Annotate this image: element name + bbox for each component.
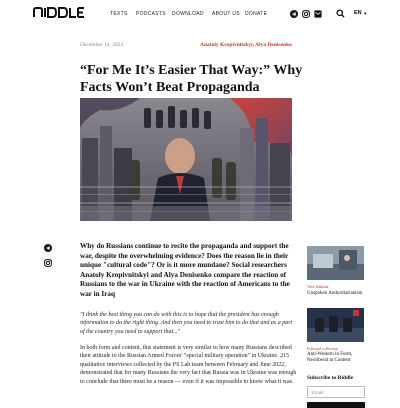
email-icon[interactable] <box>314 10 322 18</box>
share-instagram-icon[interactable] <box>44 259 52 267</box>
article-date: December 14, 2022 <box>80 42 124 48</box>
instagram-icon[interactable] <box>302 10 310 18</box>
sidebar-item-title[interactable]: Anti-Western in Form, Neoliberal in Content <box>307 352 353 363</box>
language-selector[interactable]: EN <box>354 10 362 16</box>
sidebar-item-title[interactable]: Unspoken Authoritarianism <box>307 291 363 296</box>
nav-texts[interactable]: TEXTS <box>110 11 128 17</box>
site-header <box>0 0 400 30</box>
subscribe-heading: Subscribe to Riddle <box>307 375 354 381</box>
article-lead: Why do Russians continue to recite the propaganda and support the war, despite the overwhelming evidence? Does the reason lie in their unique "cultural code"? Or is it more mundane? Social researchers Anatoly Kropivnitskyi and Alya Denisenko compare the reaction of Russians to the war in Ukraine with the reaction of Americans to the war in Iraq <box>80 242 290 298</box>
email-field[interactable]: Email <box>307 386 365 398</box>
share-telegram-icon[interactable] <box>44 244 52 252</box>
sidebar-item-author[interactable]: Vera Sukhina <box>307 284 329 289</box>
nav-download[interactable]: DOWNLOAD <box>172 11 204 17</box>
article-paragraph: In both form and content, this statement is very similar to how many Russians described their attitude to the Russian Armed Forces' "special military operation" in Ukraine. 215 qualitative interviews collected by the PS Lab team between February and June 2022, demonstrated that for many Russians the very fact that Russia was in Ukraine was enough to conclude that there must be a reason — even if it was impossible to know what it was. <box>80 345 297 385</box>
telegram-icon[interactable] <box>290 10 298 18</box>
sidebar-item-image[interactable] <box>307 246 364 280</box>
chevron-down-icon[interactable]: ▾ <box>364 11 367 17</box>
sidebar-item-category[interactable]: Editorial collection <box>307 346 338 351</box>
nav-podcasts[interactable]: PODCASTS <box>136 11 166 17</box>
nav-donate[interactable]: DONATE <box>245 11 268 17</box>
search-icon[interactable] <box>336 9 345 18</box>
article-authors[interactable]: Anatoly Kropivnitskyi, Alya Denisenko <box>200 42 292 48</box>
article-quote: "I think the best thing you can do with this is to hope that the president has enough information to do the right thing. And then you need to trust him to do that and as a part of the country you need to support that..." <box>80 312 293 335</box>
nav-about-us[interactable]: ABOUT US <box>212 11 240 17</box>
subscribe-button[interactable] <box>307 402 365 408</box>
article-title: “For Me It’s Easier That Way:” Why Facts Won’t Beat Propaganda <box>80 63 303 95</box>
article-hero-image <box>80 98 292 221</box>
sidebar-item-image[interactable] <box>307 308 364 342</box>
